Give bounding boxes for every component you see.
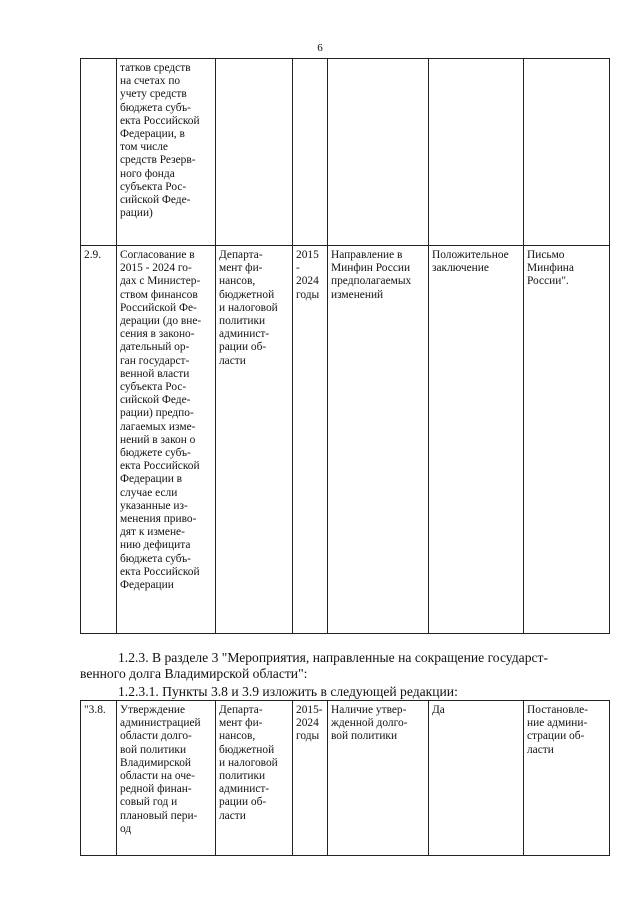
period-cell [293,59,328,246]
measures-table-new [80,700,610,856]
value-cell: Да [429,701,524,856]
page-number: 6 [317,42,323,54]
executor-cell [216,59,293,246]
row-number-cell: "3.8. [81,701,117,856]
indicator-cell [328,59,429,246]
document-cell: Письмо Минфина России". [524,246,610,634]
measures-table-continued [80,58,610,634]
measure-cell: татков средств на счетах по учету средств бюджета субъ- екта Российской Федерации, в том числе средств Резерв- ного фонда субъекта Рос- сийской Феде- рации) [117,59,216,246]
document-cell [524,59,610,246]
indicator-cell: Направление в Минфин России предполагаемых изменений [328,246,429,634]
executor-cell: Департа- мент фи- нансов, бюджетной и налоговой политики админист- рации об- ласти [216,701,293,856]
row-number-cell: 2.9. [81,246,117,634]
amendment-paragraph-line1: 1.2.3. В разделе 3 "Мероприятия, направленные на сокращение государст- [118,650,548,665]
table-row [81,701,610,856]
value-cell [429,59,524,246]
table-row [81,246,610,634]
document-cell: Постановле- ние админи- страции об- ласти [524,701,610,856]
amendment-subparagraph: 1.2.3.1. Пункты 3.8 и 3.9 изложить в следующей редакции: [118,684,458,699]
executor-cell: Департа- мент фи- нансов, бюджетной и налоговой политики админист- рации об- ласти [216,246,293,634]
row-number-cell [81,59,117,246]
measure-cell: Согласование в 2015 - 2024 го- дах с Министер- ством финансов Российской Фе- дерации (до вне- сения в законо- дательный ор- ган государст- венной власти субъекта Рос- сийской Феде- рации) предпо- лагаемых изме- нений в закон о бюджете субъ- екта Российской Федерации в случае если указанные из- менения приво- дят к измене- нию дефицита бюджета субъ- екта Российской Федерации [117,246,216,634]
value-cell: Положительное заключение [429,246,524,634]
measure-cell: Утверждение администрацией области долго- вой политики Владимирской области на оче- редной финан- совый год и плановый пери- од [117,701,216,856]
period-cell: 2015- 2024 годы [293,701,328,856]
period-cell: 2015 - 2024 годы [293,246,328,634]
table-row [81,59,610,246]
indicator-cell: Наличие утвер- жденной долго- вой политики [328,701,429,856]
amendment-paragraph-line2: венного долга Владимирской области": [80,666,308,681]
